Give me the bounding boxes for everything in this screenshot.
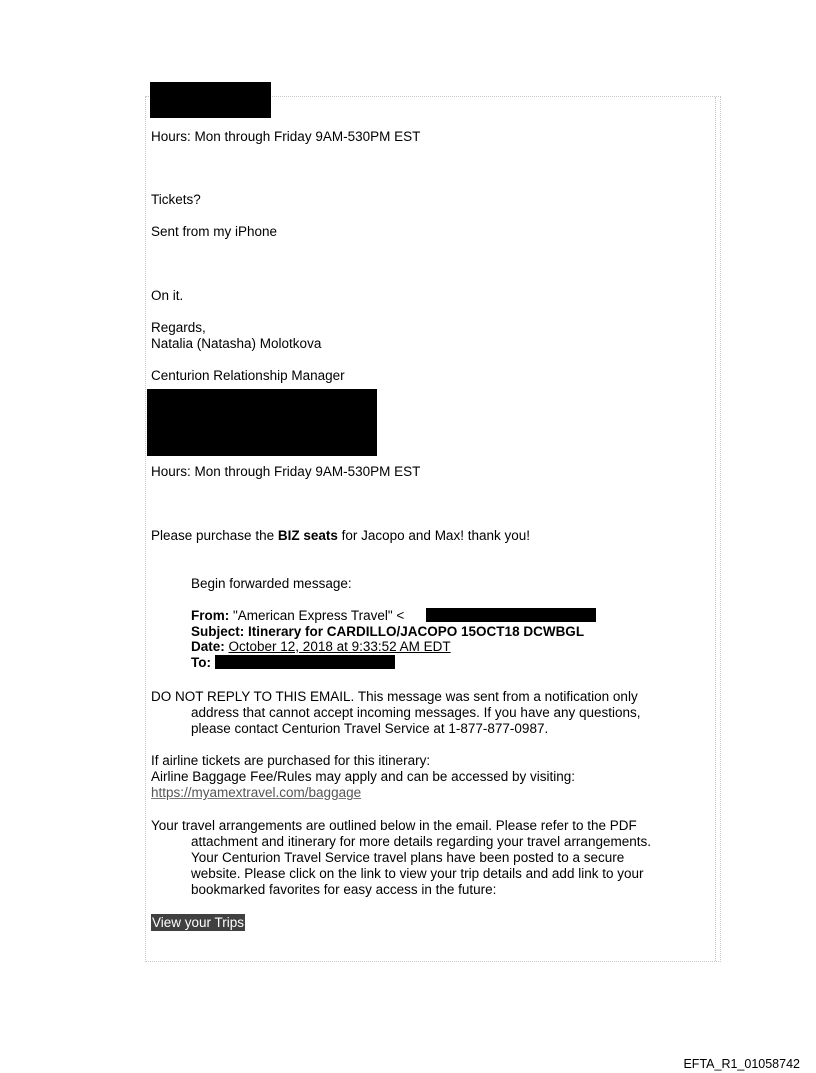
notice-line: address that cannot accept incoming messages. If you have any questions,: [191, 705, 641, 720]
request-bold: BIZ seats: [277, 528, 338, 543]
from-value: "American Express Travel" <: [233, 608, 405, 623]
document-id: EFTA_R1_01058742: [683, 1057, 800, 1071]
from-label: From:: [191, 608, 233, 623]
arrangements-line: Your travel arrangements are outlined below in the email. Please refer to the PDF: [151, 818, 637, 833]
request-prefix: Please purchase the: [151, 528, 278, 543]
date-label: Date:: [191, 639, 229, 654]
baggage-line: Airline Baggage Fee/Rules may apply and can be accessed by visiting:: [151, 769, 575, 784]
forward-intro: Begin forwarded message:: [191, 576, 352, 591]
reply-text: Tickets?: [151, 192, 201, 207]
reply-text: On it.: [151, 288, 184, 303]
sent-from-text: Sent from my iPhone: [151, 224, 278, 239]
arrangements-line: attachment and itinerary for more details regarding your travel arrangements.: [191, 834, 651, 849]
date-line: [191, 639, 451, 655]
redaction-block: [426, 608, 596, 622]
regards-text: Regards,: [151, 320, 206, 335]
redaction-block: [150, 82, 271, 118]
subject-label: Subject:: [191, 624, 249, 639]
view-trips-button[interactable]: View your Trips: [152, 915, 245, 930]
request-text: [151, 528, 530, 544]
sender-title: Centurion Relationship Manager: [151, 368, 345, 383]
subject-line: [191, 624, 584, 640]
notice-line: DO NOT REPLY TO THIS EMAIL. This message was sent from a notification only: [151, 689, 638, 704]
sender-name: Natalia (Natasha) Molotkova: [151, 336, 322, 351]
redaction-block: [215, 655, 395, 669]
hours-text: Hours: Mon through Friday 9AM-530PM EST: [151, 464, 421, 479]
arrangements-line: website. Please click on the link to view your trip details and add link to your: [191, 866, 644, 881]
baggage-line: If airline tickets are purchased for this itinerary:: [151, 753, 431, 768]
date-value: October 12, 2018 at 9:33:52 AM EDT: [228, 639, 451, 654]
request-suffix: for Jacopo and Max! thank you!: [337, 528, 530, 543]
arrangements-line: bookmarked favorites for easy access in the future:: [191, 882, 497, 897]
notice-line: please contact Centurion Travel Service at 1-877-877-0987.: [191, 721, 549, 736]
subject-value: Itinerary for CARDILLO/JACOPO 15OCT18 DCWBGL: [248, 624, 585, 639]
arrangements-line: Your Centurion Travel Service travel plans have been posted to a secure: [191, 850, 625, 865]
hours-text: Hours: Mon through Friday 9AM-530PM EST: [151, 129, 421, 144]
to-label: To:: [191, 655, 211, 670]
redaction-block: [147, 389, 377, 456]
baggage-link[interactable]: https://myamextravel.com/baggage: [151, 785, 362, 800]
